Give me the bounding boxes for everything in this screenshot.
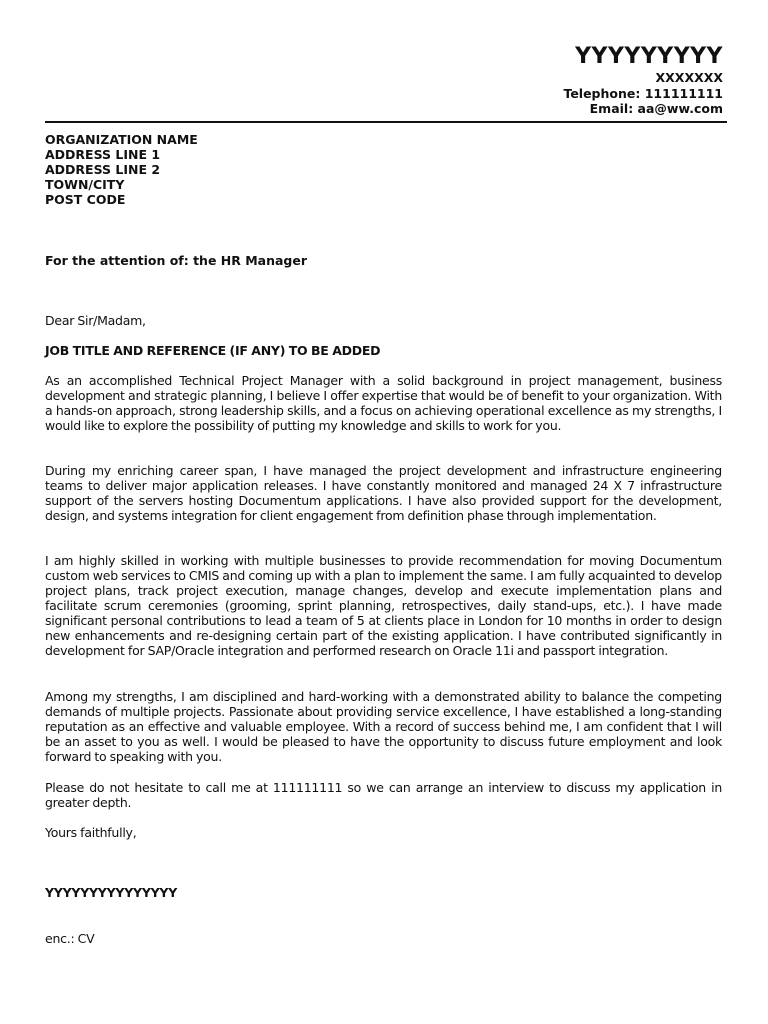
recipient-postcode: POST CODE — [45, 192, 126, 207]
signature: YYYYYYYYYYYYYYY — [45, 885, 178, 900]
paragraph-2: During my enriching career span, I have managed the project development and infrastructure engineering teams to deliver major application releases. I have constantly monitored and managed 24 X 7 infrastructure support of the servers hosting Documentum applications. I have also provided support for the development, design, and systems integration for client engagement from definition phase through implementation. — [45, 463, 722, 523]
paragraph-4: Among my strengths, I am disciplined and hard-working with a demonstrated ability to balance the competing demands of multiple projects. Passionate about providing service excellence, I have established a long-standing reputation as an effective and valuable employee. With a record of success behind me, I am confident that I will be an asset to you as well. I would be pleased to have the opportunity to discuss future employment and look forward to speaking with you. — [45, 689, 722, 764]
recipient-address-line-2: ADDRESS LINE 2 — [45, 162, 161, 177]
paragraph-1: As an accomplished Technical Project Manager with a solid background in project management, business development and strategic planning, I believe I offer expertise that would be of benefit to your organization. With a hands-on approach, strong leadership skills, and a focus on achieving operational excellence as my strengths, I would like to explore the possibility of putting my knowledge and skills to work for you. — [45, 373, 722, 433]
enclosure: enc.: CV — [45, 931, 95, 946]
salutation: Dear Sir/Madam, — [45, 313, 146, 328]
sender-name: YYYYYYYYY — [575, 44, 723, 69]
sender-subline: XXXXXXX — [655, 70, 723, 85]
subject-line: JOB TITLE AND REFERENCE (IF ANY) TO BE ADDED — [45, 343, 381, 358]
sender-email: Email: aa@ww.com — [589, 101, 723, 116]
paragraph-3: I am highly skilled in working with multiple businesses to provide recommendation for moving Documentum custom web services to CMIS and coming up with a plan to implement the same. I am fully acquainted to develop project plans, track project execution, manage changes, develop and execute implementation plans and facilitate scrum ceremonies (grooming, sprint planning, retrospectives, daily stand-ups, etc.). I have made significant personal contributions to lead a team of 5 at clients place in London for 10 months in order to design new enhancements and re-designing certain part of the existing application. I have contributed significantly in development for SAP/Oracle integration and performed research on Oracle 11i and passport integration. — [45, 553, 722, 658]
recipient-address-line-1: ADDRESS LINE 1 — [45, 147, 161, 162]
attention-line: For the attention of: the HR Manager — [45, 253, 308, 268]
paragraph-5: Please do not hesitate to call me at 111111111 so we can arrange an interview to discuss my application in greater depth. — [45, 780, 722, 810]
recipient-address — [45, 132, 198, 207]
closing: Yours faithfully, — [45, 825, 137, 840]
recipient-org-name: ORGANIZATION NAME — [45, 132, 198, 147]
recipient-town: TOWN/CITY — [45, 177, 125, 192]
header-divider — [45, 121, 727, 123]
sender-header — [563, 44, 723, 117]
sender-telephone: Telephone: 111111111 — [563, 85, 723, 101]
